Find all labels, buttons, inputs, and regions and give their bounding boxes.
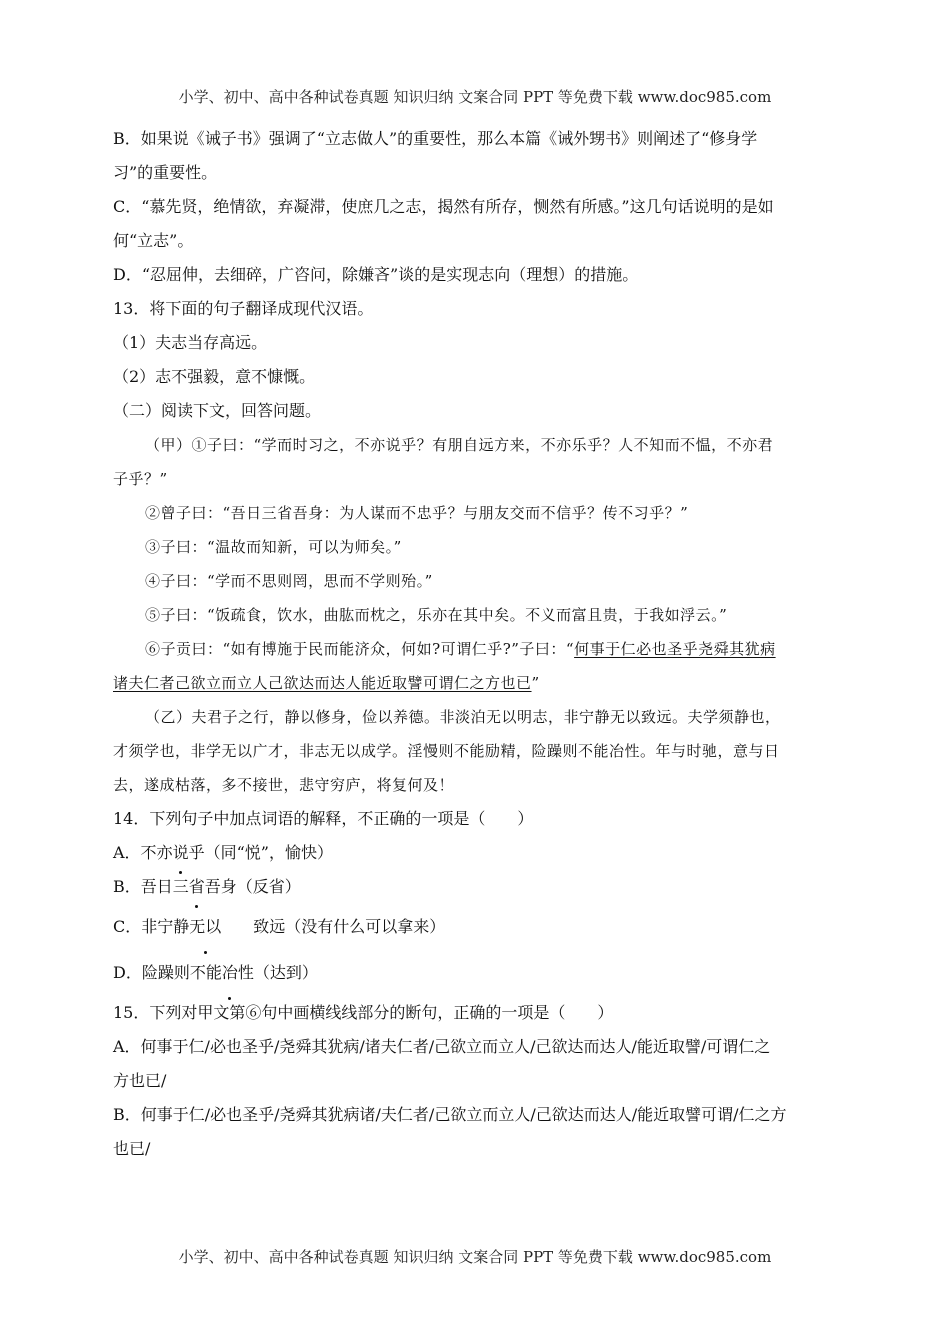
q14-option-c — [113, 904, 838, 950]
dotted-word-b: 省 — [189, 870, 205, 904]
q15-option-b-line1: B．何事于仁/必也圣乎/尧舜其犹病诸/夫仁者/己欲立而立人/己欲达而达人/能近取譬可谓/仁之方 — [113, 1105, 787, 1124]
q15-option-a-line2: 方也已/ — [113, 1071, 167, 1090]
passage-a-line4: ③子曰：“温故而知新，可以为师矣。” — [145, 538, 402, 556]
q14-b-suffix: 吾身（反省） — [204, 877, 301, 896]
passage-a-line7 — [113, 632, 838, 666]
q14-option-b — [113, 870, 838, 904]
section-2-heading: （二）阅读下文，回答问题。 — [113, 401, 322, 420]
passage-a-line7-text: ⑥子贡曰：“如有博施于民而能济众，何如?可谓仁乎?”子曰：“ — [145, 640, 575, 658]
q14-title: 14．下列句子中加点词语的解释，不正确的一项是（ ） — [113, 809, 534, 828]
q14-option-a — [113, 836, 838, 870]
passage-a-line8 — [113, 666, 838, 700]
q12-option-c-line2: 何“立志”。 — [113, 231, 194, 250]
q14-c-suffix: 致远（没有什么可以拿来） — [253, 917, 446, 936]
q14-option-d — [113, 950, 838, 996]
q12-option-b-line1: B．如果说《诫子书》强调了“立志做人”的重要性，那么本篇《诫外甥书》则阐述了“修身学 — [113, 129, 758, 148]
q14-d-prefix: D．险躁则不能 — [113, 963, 222, 982]
passage-b-line2: 才须学也，非学无以广才，非志无以成学。淫慢则不能励精，险躁则不能冶性。年与时驰，意与日 — [113, 742, 780, 760]
passage-a-line1: （甲）①子曰：“学而时习之，不亦说乎？有朋自远方来，不亦乐乎？人不知而不愠，不亦君 — [145, 436, 774, 454]
passage-a-line6: ⑤子曰：“饭疏食，饮水，曲肱而枕之，乐亦在其中矣。不义而富且贵，于我如浮云。” — [145, 606, 728, 624]
q14-d-suffix: 性（达到） — [237, 963, 318, 982]
passage-a-line5: ④子曰：“学而不思则罔，思而不学则殆。” — [145, 572, 433, 590]
q15-option-a-line1: A．何事于仁/必也圣乎/尧舜其犹病/诸夫仁者/己欲立而立人/己欲达而达人/能近取譬/可谓仁之 — [113, 1037, 771, 1056]
q14-c-prefix: C．非宁静 — [113, 917, 190, 936]
q13-sentence-1: （1）夫志当存高远。 — [113, 333, 268, 352]
q15-title: 15．下列对甲文第⑥句中画横线线部分的断句，正确的一项是（ ） — [113, 1003, 614, 1022]
q12-option-c-line1: C．“慕先贤，绝情欲，弃凝滞，使庶几之志，揭然有所存，恻然有所感。”这几句话说明的是如 — [113, 197, 774, 216]
q14-a-prefix: A．不亦 — [113, 843, 173, 862]
closing-quote: ” — [531, 674, 540, 692]
q12-option-d: D．“忍屈伸，去细碎，广咨问，除嫌吝”谈的是实现志向（理想）的措施。 — [113, 265, 639, 284]
passage-a-line2: 子乎？” — [113, 470, 168, 488]
page-footer: 小学、初中、高中各种试卷真题 知识归纳 文案合同 PPT 等免费下载 www.doc985.com — [178, 1248, 772, 1266]
underlined-text-2: 诸夫仁者己欲立而立人己欲达而达人能近取譬可谓仁之方也已 — [113, 674, 532, 692]
passage-b-line1: （乙）夫君子之行，静以修身，俭以养德。非淡泊无以明志，非宁静无以致远。夫学须静也， — [145, 708, 781, 726]
q15-option-b-line2: 也已/ — [113, 1139, 151, 1158]
q13-sentence-2: （2）志不强毅，意不慷慨。 — [113, 367, 316, 386]
q14-b-prefix: B．吾日三 — [113, 877, 189, 896]
passage-a-line3: ②曾子曰：“吾日三省吾身：为人谋而不忠乎？与朋友交而不信乎？传不习乎？” — [145, 504, 689, 522]
underlined-text-1: 何事于仁必也圣乎尧舜其犹病 — [574, 640, 776, 658]
dotted-word-d: 冶 — [222, 950, 238, 996]
passage-b-line3: 去，遂成枯落，多不接世，悲守穷庐，将复何及！ — [113, 776, 455, 794]
document-body — [113, 122, 838, 1166]
dotted-word-c: 无以 — [189, 904, 221, 950]
q14-a-suffix: 乎（同“悦”，愉快） — [188, 843, 333, 862]
q12-option-b-line2: 习”的重要性。 — [113, 163, 218, 182]
q13-title: 13．将下面的句子翻译成现代汉语。 — [113, 299, 374, 318]
page-header: 小学、初中、高中各种试卷真题 知识归纳 文案合同 PPT 等免费下载 www.doc985.com — [178, 88, 772, 106]
dotted-word-a: 说 — [173, 836, 189, 870]
